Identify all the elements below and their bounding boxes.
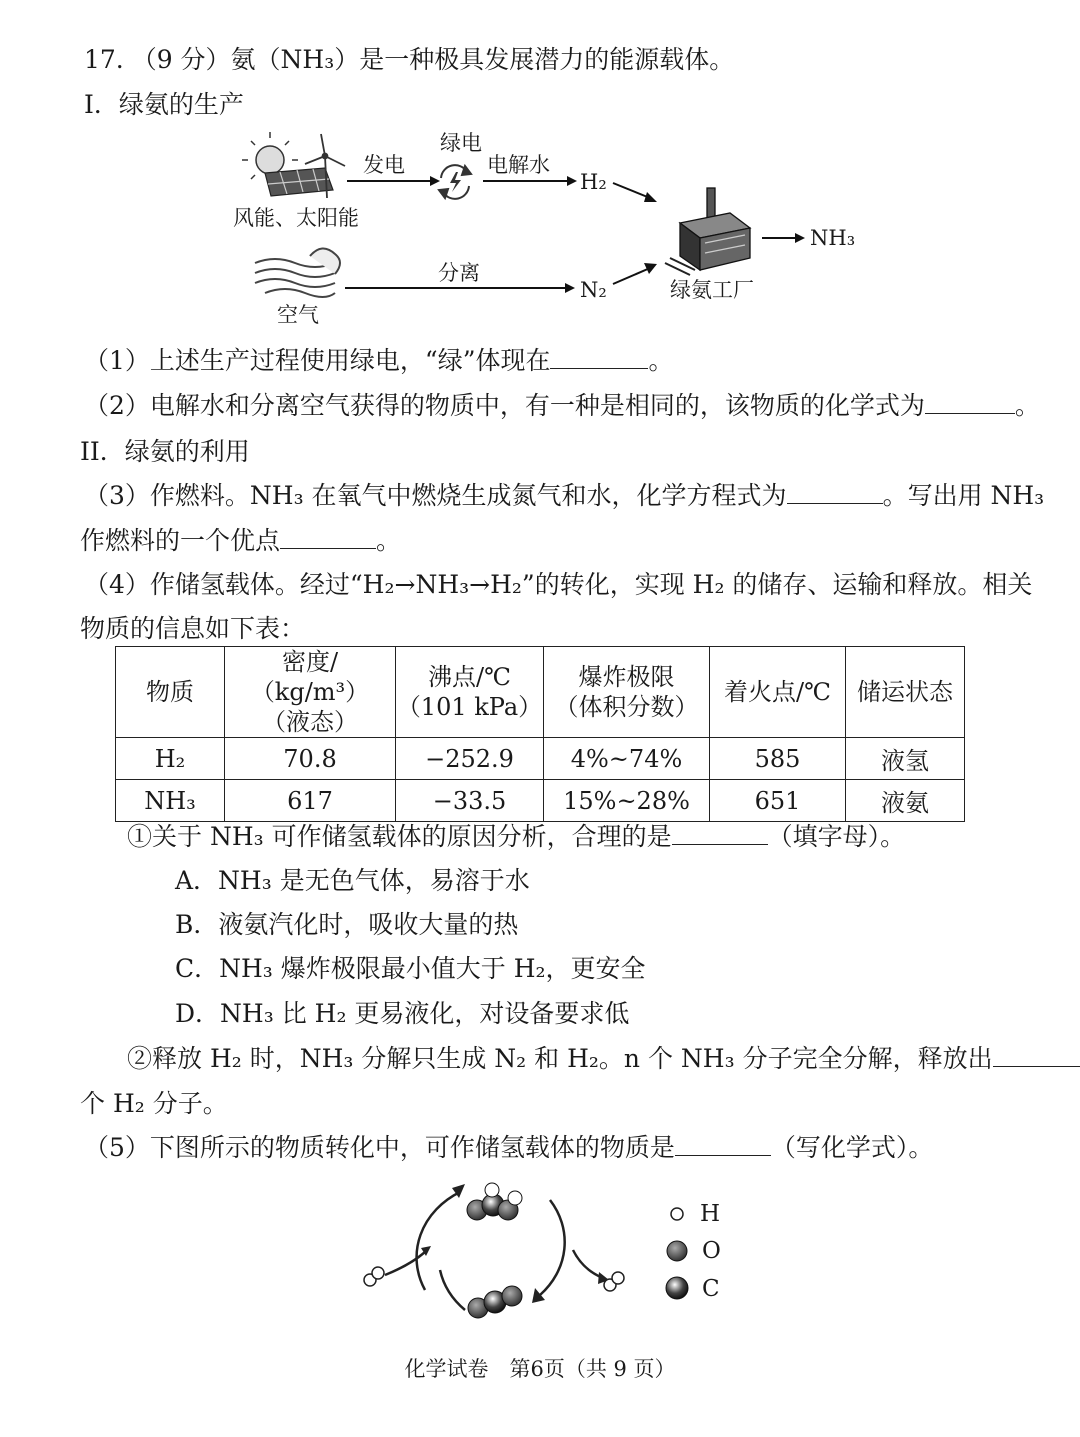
air-wind-icon (255, 248, 340, 297)
h2-molecule-in (364, 1267, 384, 1286)
nh3-product-label: NH₃ (810, 226, 856, 250)
question-5 (84, 1133, 933, 1163)
solar-panel-icon (265, 168, 333, 196)
question-4-line-1: （4）作储氢载体。经过“H₂→NH₃→H₂”的转化，实现 H₂ 的储存、运输和释放。相关 (84, 570, 1033, 599)
question-3-line-2 (80, 526, 401, 556)
section-2-title: II．绿氨的利用 (80, 437, 250, 466)
question-3-line-1 (84, 481, 1044, 511)
co2-molecule (468, 1286, 522, 1318)
legend-h: H (700, 1201, 721, 1227)
arrow-h2-factory (613, 183, 650, 198)
factory-icon (665, 188, 750, 275)
hydrogen-atom-icon (671, 1208, 683, 1220)
separation-label: 分离 (438, 261, 480, 285)
cycle-arc-left (417, 1192, 460, 1290)
option-b: B．液氨汽化时，吸收大量的热 (175, 910, 519, 939)
question-5-text: （5）下图所示的物质转化中，可作储氢载体的物质是 (84, 1133, 675, 1162)
question-1-end: 。 (648, 346, 674, 375)
carbon-atom-icon (666, 1277, 688, 1299)
question-2 (84, 391, 1040, 421)
table-cell: 651 (710, 780, 846, 822)
question-4-sub-2-line-1 (127, 1044, 1080, 1074)
question-4-sub-1-text: ①关于 NH₃ 可作储氢载体的原因分析，合理的是 (127, 822, 672, 851)
table-cell: NH₃ (116, 780, 225, 822)
cycle-arc-right (540, 1200, 565, 1295)
question-4-sub-1-end: （填字母）。 (767, 822, 906, 851)
table-header-row (116, 647, 965, 738)
formic-acid-molecule (467, 1183, 522, 1220)
question-1-answer-blank[interactable] (550, 346, 648, 369)
question-5-end: （写化学式）。 (770, 1133, 934, 1162)
table-row (116, 780, 965, 822)
table-row (116, 738, 965, 780)
factory-label: 绿氨工厂 (670, 278, 754, 302)
legend-o: O (702, 1238, 721, 1264)
table-cell: H₂ (116, 738, 225, 780)
air-label: 空气 (277, 303, 319, 327)
table-cell: 617 (225, 780, 396, 822)
question-4-sub-1-blank[interactable] (672, 822, 768, 845)
table-cell: 液氨 (846, 780, 965, 822)
h2-molecule-out (604, 1272, 624, 1291)
question-2-answer-blank[interactable] (925, 391, 1015, 414)
table-header: 着火点/℃ (710, 647, 846, 738)
table-cell: 585 (710, 738, 846, 780)
question-2-text: （2）电解水和分离空气获得的物质中，有一种是相同的，该物质的化学式为 (84, 391, 925, 420)
option-c: C．NH₃ 爆炸极限最小值大于 H₂，更安全 (175, 954, 646, 983)
question-2-end: 。 (1014, 391, 1040, 420)
oxygen-atom-icon (667, 1241, 687, 1261)
diagram-graphics (225, 128, 875, 333)
question-4-sub-2-blank[interactable] (993, 1044, 1080, 1067)
table-cell: 70.8 (225, 738, 396, 780)
green-power-label: 绿电 (440, 131, 482, 155)
table-cell: 4%~74% (544, 738, 710, 780)
power-generation-label: 发电 (363, 153, 405, 177)
question-5-answer-blank[interactable] (675, 1133, 771, 1156)
arrow-n2-factory (613, 268, 650, 284)
legend-c: C (702, 1276, 720, 1302)
table-header: 物质 (116, 647, 225, 738)
output-arrow (573, 1250, 603, 1278)
question-1 (84, 346, 674, 376)
page-footer: 化学试卷 第6页（共 9 页） (404, 1357, 676, 1381)
table-cell: −33.5 (396, 780, 544, 822)
question-4-line-2: 物质的信息如下表： (80, 614, 306, 643)
option-a: A．NH₃ 是无色气体，易溶于水 (175, 866, 530, 895)
question-3-line-2-text: 作燃料的一个优点 (80, 526, 281, 555)
question-3-text: （3）作燃料。NH₃ 在氧气中燃烧生成氮气和水，化学方程式为 (84, 481, 787, 510)
h2-label: H₂ (580, 170, 607, 194)
option-d: D．NH₃ 比 H₂ 更易液化，对设备要求低 (175, 999, 630, 1028)
molecule-cycle-diagram (355, 1170, 655, 1335)
question-3-line-1-end: 。写出用 NH₃ (882, 481, 1045, 510)
electrolysis-label: 电解水 (487, 153, 550, 177)
table-cell: 15%~28% (544, 780, 710, 822)
green-power-cycle-icon (439, 165, 471, 199)
wind-solar-label: 风能、太阳能 (233, 206, 359, 230)
question-4-sub-1 (127, 822, 905, 852)
question-4-sub-2-line-2: 个 H₂ 分子。 (80, 1089, 228, 1118)
question-1-text: （1）上述生产过程使用绿电，“绿”体现在 (84, 346, 551, 375)
section-1-title: I．绿氨的生产 (84, 90, 244, 119)
question-3-advantage-blank[interactable] (280, 526, 376, 549)
table-header: 沸点/℃ （101 kPa） (396, 647, 544, 738)
table-header: 密度/（kg/m³） （液态） (225, 647, 396, 738)
table-header: 储运状态 (846, 647, 965, 738)
question-4-sub-2-text: ②释放 H₂ 时，NH₃ 分解只生成 N₂ 和 H₂。n 个 NH₃ 分子完全分解，释放出 (127, 1044, 993, 1073)
question-3-line-2-end: 。 (376, 526, 402, 555)
question-3-equation-blank[interactable] (787, 481, 883, 504)
legend-symbols (664, 1200, 694, 1300)
properties-table (115, 646, 965, 822)
table-cell: −252.9 (396, 738, 544, 780)
question-header: 17. （9 分）氨（NH₃）是一种极具发展潜力的能源载体。 (84, 45, 735, 74)
n2-label: N₂ (580, 278, 607, 302)
green-ammonia-production-diagram (225, 128, 875, 333)
table-header: 爆炸极限 （体积分数） (544, 647, 710, 738)
table-cell: 液氢 (846, 738, 965, 780)
